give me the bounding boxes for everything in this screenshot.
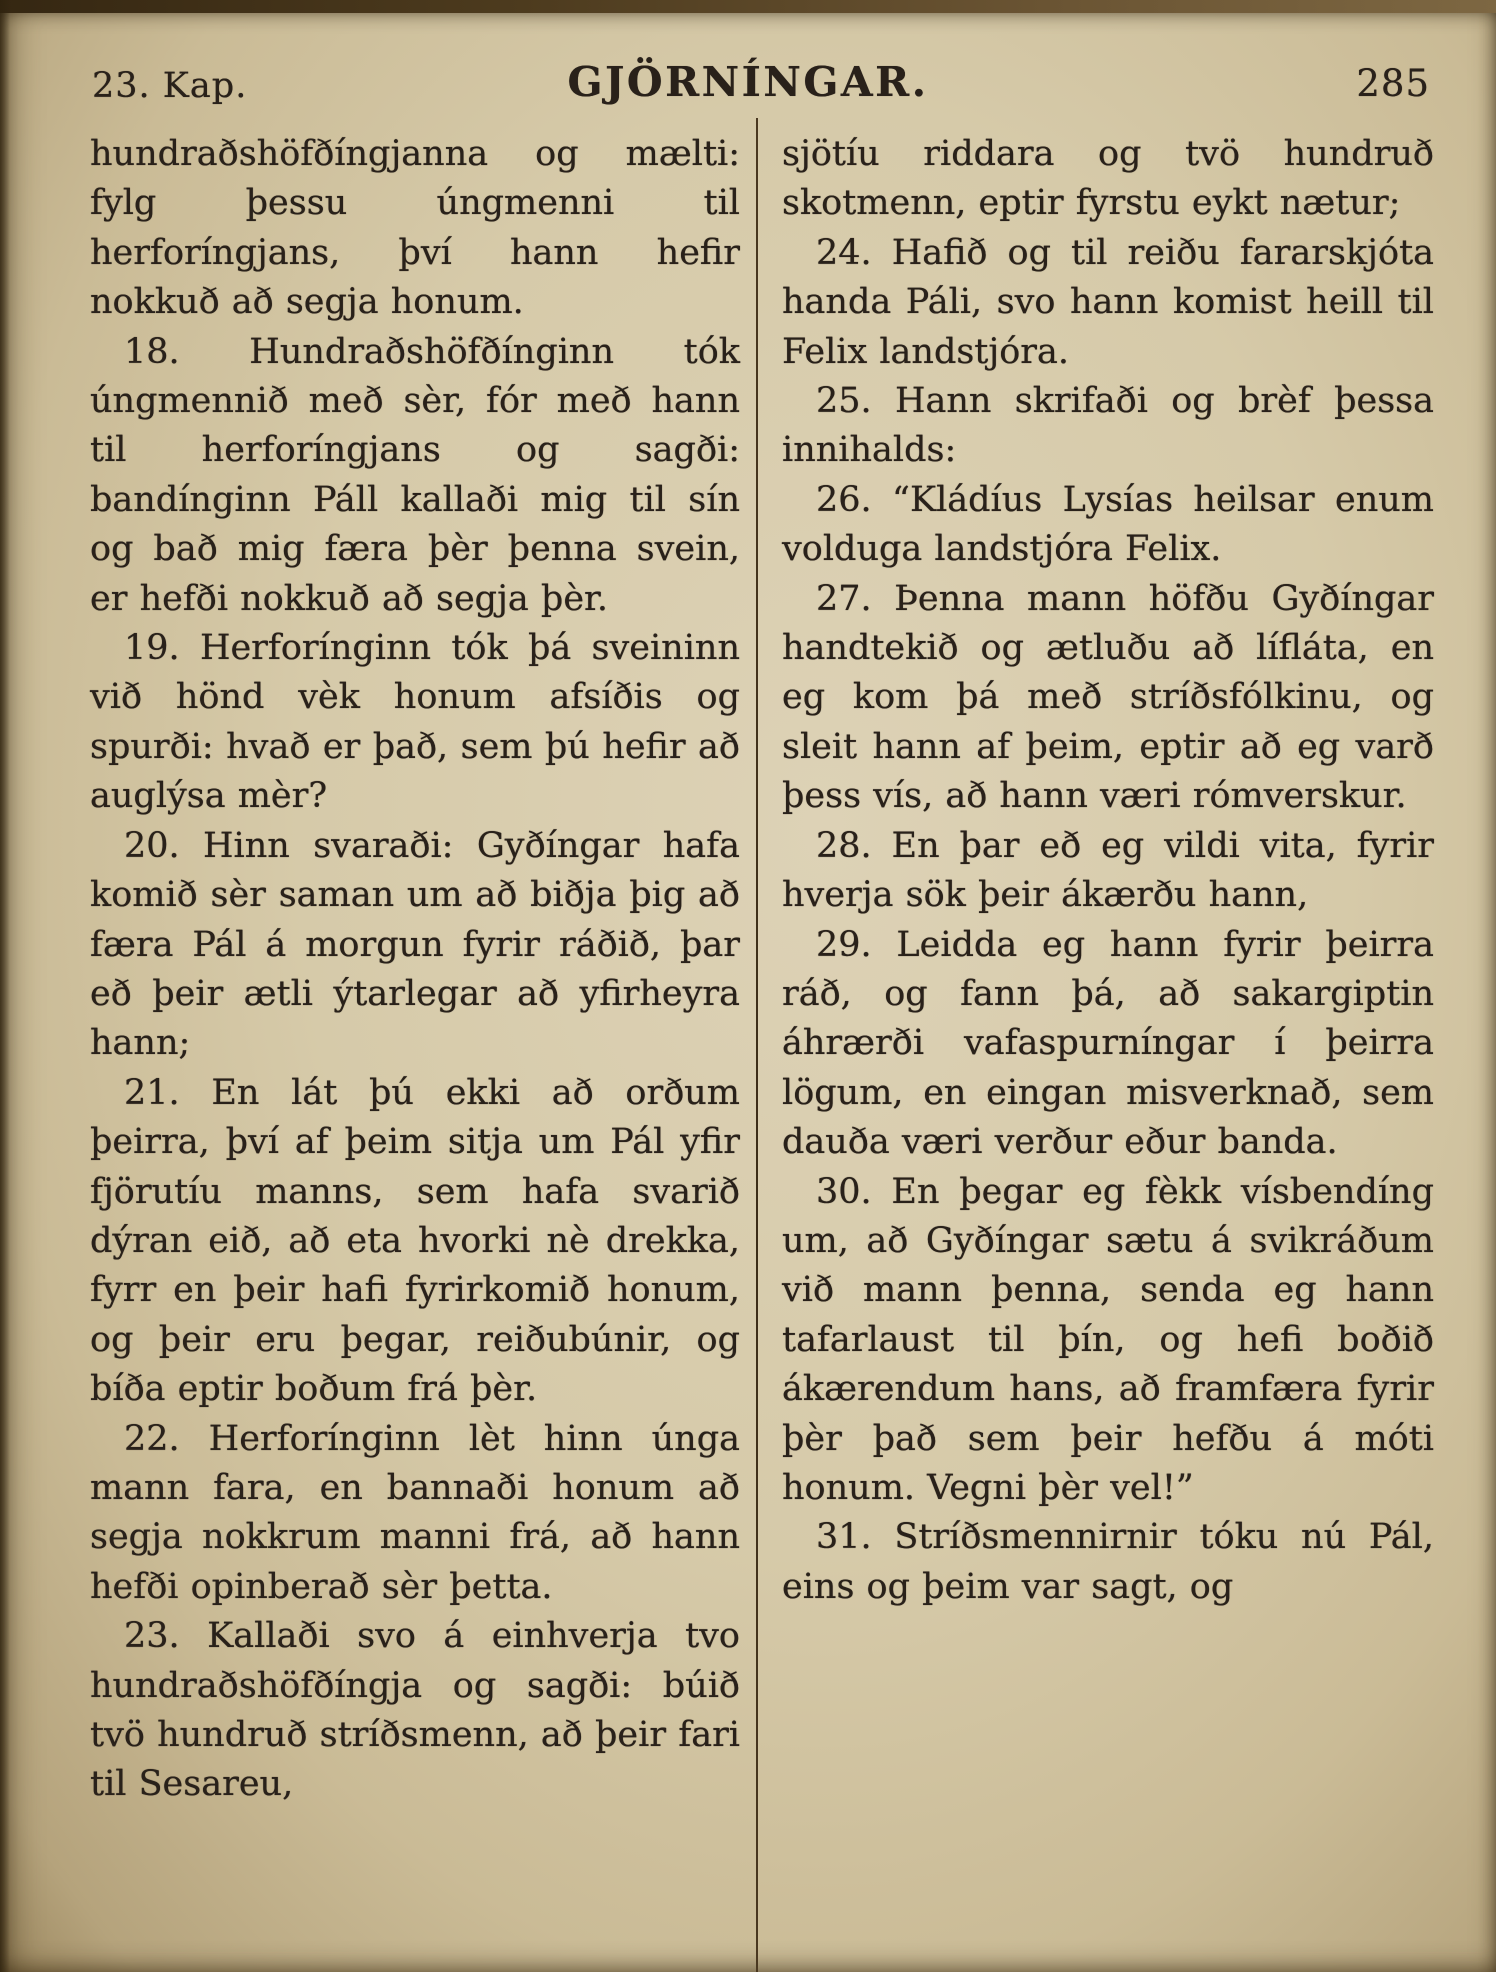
verse-paragraph-24: 24. Hafið og til reiðu fararskjóta handa Páli, svo hann komist heill til Felix landstjóra.	[782, 232, 1434, 372]
page-title: GJÖRNÍNGAR.	[567, 58, 929, 106]
page-number: 285	[1356, 62, 1430, 105]
column-divider	[756, 118, 758, 1972]
verse-paragraph-23: 23. Kallaði svo á einhverja tvo hundraðshöfðíngja og sagði: búið tvö hundruð stríðsmenn, að þeir fari til Sesareu,	[90, 1616, 740, 1805]
continuation-paragraph: sjötíu riddara og tvö hundruð skotmenn, eptir fyrstu eykt nætur;	[782, 134, 1434, 224]
chapter-label: 23. Kap.	[92, 66, 248, 106]
verse-paragraph-25: 25. Hann skrifaði og brèf þessa innihalds:	[782, 381, 1434, 471]
page-edge-left	[0, 0, 10, 1972]
right-column	[782, 130, 1434, 1612]
left-column	[90, 130, 740, 1810]
verse-paragraph-27: 27. Þenna mann höfðu Gyðíngar handtekið og ætluðu að lífláta, en eg kom þá með stríðsfólkinu, og sleit hann af þeim, eptir að eg varð þess vís, að hann væri rómverskur.	[782, 578, 1434, 817]
verse-paragraph-18: 18. Hundraðshöfðínginn tók úngmennið með sèr, fór með hann til herforíngjans og sagði: bandínginn Páll kallaði mig til sín og bað mig færa þèr þenna svein, er hefði nokkuð að segja þèr.	[90, 331, 740, 619]
verse-paragraph-22: 22. Herforínginn lèt hinn únga mann fara, en bannaði honum að segja nokkrum manni frá, að hann hefði opinberað sèr þetta.	[90, 1418, 740, 1607]
verse-paragraph-21: 21. En lát þú ekki að orðum þeirra, því af þeim sitja um Pál yfir fjörutíu manns, sem hafa svarið dýran eið, að eta hvorki nè drekka, fyrr en þeir hafi fyrirkomið honum, og þeir eru þegar, reiðubúnir, og bíða eptir boðum frá þèr.	[90, 1072, 740, 1410]
verse-paragraph-20: 20. Hinn svaraði: Gyðíngar hafa komið sèr saman um að biðja þig að færa Pál á morgun fyrir ráðið, þar eð þeir ætli ýtarlegar að yfirheyra hann;	[90, 825, 740, 1064]
verse-paragraph-29: 29. Leidda eg hann fyrir þeirra ráð, og fann þá, að sakargiptin áhrærði vafaspurníngar í þeirra lögum, en eingan misverknað, sem dauða væri verður eður banda.	[782, 924, 1434, 1163]
verse-paragraph-28: 28. En þar eð eg vildi vita, fyrir hverja sök þeir ákærðu hann,	[782, 825, 1434, 916]
verse-paragraph-26: 26. “Kládíus Lysías heilsar enum volduga landstjóra Felix.	[782, 479, 1434, 570]
continuation-paragraph: hundraðshöfðíngjanna og mælti: fylg þessu úngmenni til herforíngjans, því hann hefir nokkuð að segja honum.	[90, 134, 740, 323]
verse-paragraph-19: 19. Herforínginn tók þá sveininn við hönd vèk honum afsíðis og spurði: hvað er það, sem þú hefir að auglýsa mèr?	[90, 628, 740, 817]
page-edge-top	[0, 0, 1496, 13]
verse-paragraph-31: 31. Stríðsmennirnir tóku nú Pál, eins og þeim var sagt, og	[782, 1517, 1434, 1607]
page-header	[0, 58, 1496, 114]
verse-paragraph-30: 30. En þegar eg fèkk vísbendíng um, að Gyðíngar sætu á svikráðum við mann þenna, senda eg hann tafarlaust til þín, og hefi boðið ákærendum hans, að framfæra fyrir þèr það sem þeir hefðu á móti honum. Vegni þèr vel!”	[782, 1171, 1434, 1508]
